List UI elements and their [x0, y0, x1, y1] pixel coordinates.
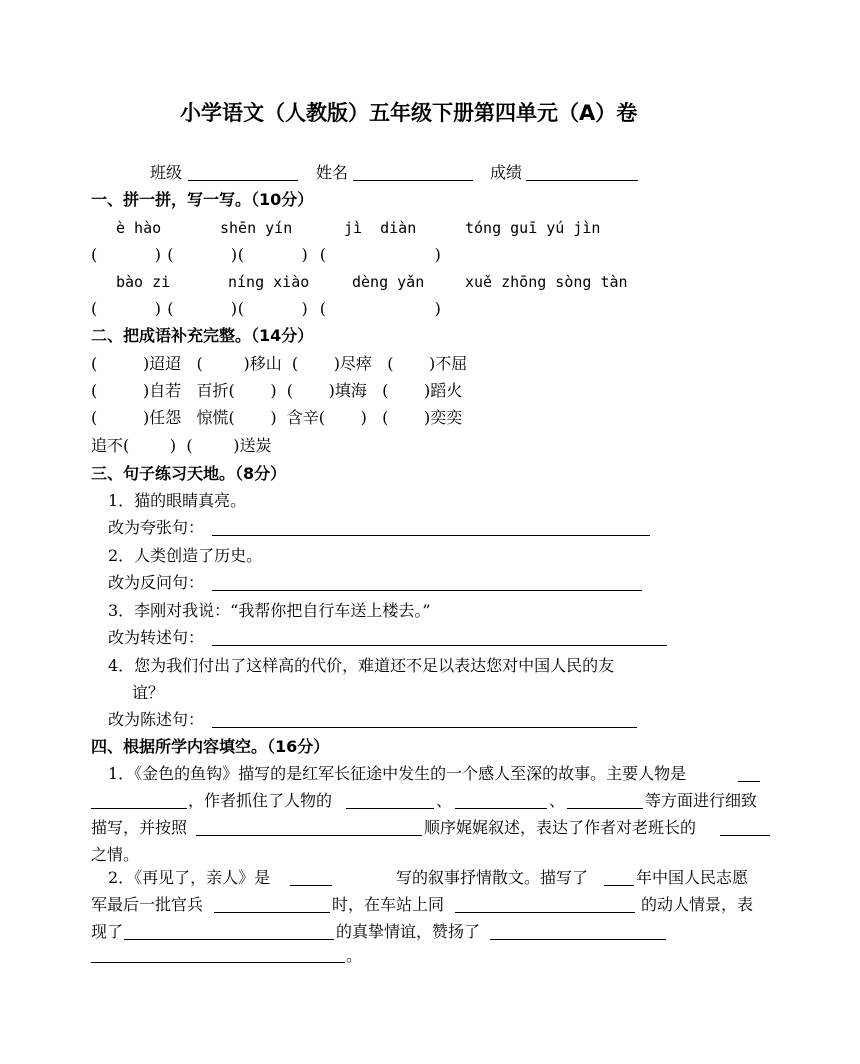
question-1: 1．猫的眼睛真亮。: [108, 491, 247, 510]
answer-brackets-row-1[interactable]: ( ) ( )( ) ( ): [91, 245, 442, 264]
answer-brackets-row-2[interactable]: ( ) ( )( ) ( ): [91, 299, 442, 318]
idiom-row-2[interactable]: ( )自若 百折( ) ( )填海 ( )蹈火: [91, 381, 463, 400]
fill-1-line-4: 之情。: [91, 845, 140, 864]
blank-year[interactable]: [604, 885, 634, 886]
answer-3-label: 改为转述句：: [108, 628, 205, 647]
answer-1-label: 改为夸张句：: [108, 518, 205, 537]
fill-1-line-3b: 顺序娓娓叙述，表达了作者对老班长的: [424, 818, 697, 837]
blank-feeling[interactable]: [720, 835, 770, 836]
blank-aspect-2[interactable]: [455, 808, 547, 809]
pinyin-8: xuě zhōng sòng tàn: [465, 273, 628, 291]
fill-2-line-2a: 军最后一批官兵: [91, 895, 204, 914]
pinyin-1: è hào: [116, 219, 162, 237]
fill-1-line-3a: 描写，并按照: [91, 818, 188, 837]
idiom-row-3[interactable]: ( )任怨 惊慌( ) 含辛( ) ( )奕奕: [91, 408, 463, 427]
fill-2-line-1b: 写的叙事抒情散文。描写了: [396, 868, 589, 887]
idiom-row-1[interactable]: ( )迢迢 ( )移山 ( )尽瘁 ( )不屈: [91, 354, 468, 373]
blank-author[interactable]: [290, 885, 332, 886]
blank-friendship[interactable]: [124, 939, 334, 940]
fill-2-line-2b: 时，在车站上同: [332, 895, 445, 914]
answer-2-line[interactable]: [212, 590, 642, 591]
answer-3-line[interactable]: [212, 645, 667, 646]
blank-who[interactable]: [455, 912, 635, 913]
section-4-heading: 四、根据所学内容填空。（16分）: [91, 737, 330, 756]
class-blank[interactable]: [188, 180, 298, 181]
fill-1-line-1: 1．《金色的鱼钩》描写的是红军长征途中发生的一个感人至深的故事。主要人物是: [108, 764, 687, 783]
blank-time[interactable]: [214, 912, 330, 913]
pinyin-2: shēn yín: [220, 219, 293, 237]
class-label: 班级: [150, 163, 183, 182]
score-blank[interactable]: [526, 180, 638, 181]
page-title: 小学语文（人教版）五年级下册第四单元（A）卷: [180, 101, 638, 125]
pinyin-3: jì diàn: [344, 219, 417, 237]
fill-2-line-4: 。: [346, 946, 363, 965]
question-4-line-2: 谊？: [132, 683, 165, 702]
section-1-heading: 一、拼一拼，写一写。（10分）: [91, 190, 314, 209]
blank-main-character-b[interactable]: [91, 808, 187, 809]
pinyin-7: dèng yǎn: [352, 273, 425, 291]
section-2-heading: 二、把成语补充完整。（14分）: [91, 326, 314, 345]
blank-order[interactable]: [196, 835, 422, 836]
fill-1-line-2b: 、: [436, 791, 453, 810]
fill-2-line-1c: 年中国人民志愿: [636, 868, 749, 887]
blank-aspect-1[interactable]: [346, 808, 434, 809]
fill-1-line-2a: ，作者抓住了人物的: [188, 791, 333, 810]
blank-praise-a[interactable]: [490, 939, 666, 940]
fill-2-line-3b: 的真挚情谊，赞扬了: [336, 922, 481, 941]
answer-1-line[interactable]: [212, 535, 650, 536]
blank-praise-b[interactable]: [91, 962, 345, 963]
blank-main-character-a[interactable]: [738, 781, 760, 782]
pinyin-6: níng xiào: [228, 273, 310, 291]
score-label: 成绩: [490, 163, 523, 182]
blank-aspect-3[interactable]: [567, 808, 643, 809]
fill-2-line-1a: 2．《再见了，亲人》是: [108, 868, 271, 887]
question-2: 2．人类创造了历史。: [108, 546, 263, 565]
fill-2-line-3a: 现了: [91, 922, 124, 941]
idiom-row-4[interactable]: 追不( ) ( )送炭: [91, 436, 272, 455]
fill-1-line-2c: 、: [549, 791, 566, 810]
answer-4-line[interactable]: [212, 727, 637, 728]
answer-2-label: 改为反问句：: [108, 573, 205, 592]
pinyin-5: bào zi: [116, 273, 171, 291]
question-3: 3．李刚对我说：“我帮你把自行车送上楼去。”: [108, 601, 431, 620]
section-3-heading: 三、句子练习天地。（8分）: [91, 464, 287, 483]
question-4-line-1: 4．您为我们付出了这样高的代价，难道还不足以表达您对中国人民的友: [108, 656, 615, 675]
fill-2-line-2c: 的动人情景，表: [641, 895, 754, 914]
fill-1-line-2d: 等方面进行细致: [645, 791, 758, 810]
name-label: 姓名: [316, 163, 349, 182]
pinyin-4: tóng guī yú jìn: [465, 219, 601, 237]
answer-4-label: 改为陈述句：: [108, 710, 205, 729]
name-blank[interactable]: [353, 180, 473, 181]
